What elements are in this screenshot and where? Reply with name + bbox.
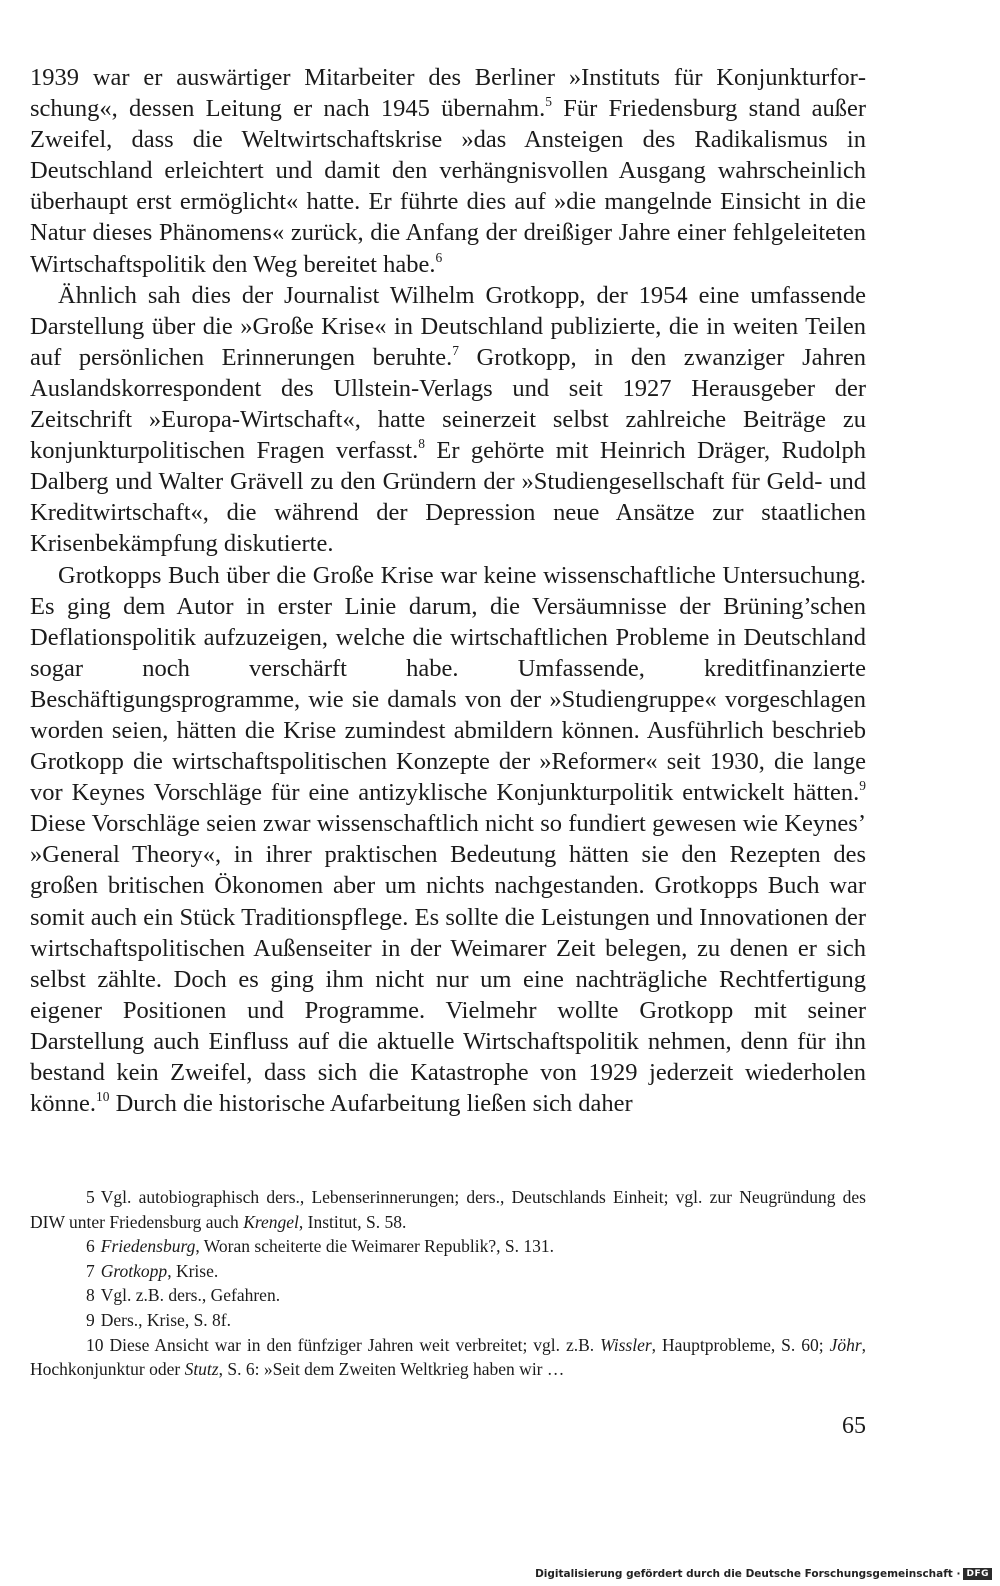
text-run: Für Friedensburg stand außer Zweifel, dass die Weltwirtschaftskrise »das Ansteigen des Radikalismus in Deutschland erleichtert und damit den verhängnisvollen Ausgang wahrscheinlich überhaupt erst ermöglicht« hatte. Er führte dies auf »die mangelnde Einsicht in die Natur dieses Phänomens« zurück, die Anfang der dreißiger Jahre einer fehlgeleiteten Wirtschaftspolitik den Weg bereitet habe. <box>30 95 866 278</box>
text-run: Diese Vorschläge seien zwar wissenschaftlich nicht so fundiert gewesen wie Keynes’ »General Theory«, in ihrer praktischen Bedeutung hätten sie den Rezepten des großen britischen Ökonomen aber um nichts nachgestanden. Grotkopps Buch war somit auch ein Stück Traditionspflege. Es sollte die Leistungen und Innovationen der wirtschaftspolitischen Außenseiter in der Weimarer Zeit belegen, zu denen er sich selbst zählte. Doch es ging ihm nicht nur um eine nachträgliche Rechtfertigung eigener Positionen und Programme. Vielmehr wollte Grotkopp mit seiner Darstellung auch Einfluss auf die aktuelle Wirtschaftspolitik nehmen, denn für ihn bestand kein Zweifel, dass sich die Katastrophe von 1929 jederzeit wiederholen könne. <box>30 810 866 1118</box>
footnote <box>30 1185 866 1234</box>
body-text <box>30 62 866 1119</box>
footnote-reference: 10 <box>96 1089 110 1104</box>
footnote-number: 7 <box>86 1260 95 1281</box>
text-run: , Woran scheiterte die Weimarer Republik?, S. 131. <box>195 1236 554 1257</box>
paragraph <box>30 62 866 280</box>
footnotes <box>30 1185 866 1382</box>
text-run: Vgl. z.B. ders., Gefahren. <box>100 1285 281 1306</box>
footnote-number: 8 <box>86 1285 95 1306</box>
footnote-reference: 6 <box>435 249 443 265</box>
digitization-footer <box>535 1568 992 1580</box>
footnote-number: 6 <box>86 1236 95 1257</box>
footer-credit-text: Digitalisierung gefördert durch die Deutsche Forschungsgemeinschaft · <box>535 1568 961 1580</box>
footnote-number: 10 <box>86 1334 104 1355</box>
footnote-reference: 5 <box>545 94 552 109</box>
footnote-number: 5 <box>86 1187 95 1207</box>
text-run: , Hochkonjunktur oder <box>30 1334 866 1380</box>
footnote <box>30 1259 866 1284</box>
italic-author-name: Wissler <box>600 1334 652 1355</box>
italic-author-name: Jöhr <box>829 1334 862 1355</box>
footnote-reference: 8 <box>418 436 425 452</box>
paragraph <box>30 280 866 560</box>
footnote <box>30 1283 866 1308</box>
text-run: Er gehörte mit Heinrich Dräger, Rudolph Dalberg und Walter Grävell zu den Gründern der »Studiengesellschaft für Geld- und Kreditwirtschaft«, die während der Depression neue Ansätze zur staatlichen Krisenbekämpfung diskutierte. <box>30 437 866 558</box>
text-run: Ähnlich sah dies der Journalist Wilhelm Grotkopp, der 1954 eine umfassende Darstellung über die »Große Krise« in Deutschland publizierte, die in weiten Teilen auf persönlichen Erinnerungen beruhte. <box>30 281 866 371</box>
text-run: Vgl. autobiographisch ders., Lebenserinnerungen; ders., Deutschlands Einheit; vgl. zur Neugründung des DIW unter Friedensburg auch <box>30 1187 866 1232</box>
dfg-logo: DFG <box>963 1568 992 1580</box>
text-run: Diese Ansicht war in den fünfziger Jahren weit verbreitet; vgl. z.B. <box>109 1334 601 1355</box>
footnote-number: 9 <box>86 1309 95 1330</box>
footnote <box>30 1333 866 1382</box>
footnote-reference: 7 <box>452 342 459 358</box>
text-run: Durch die historische Aufarbeitung ließen sich daher <box>109 1090 633 1118</box>
text-run: , Krise. <box>167 1260 219 1281</box>
text-run: Grotkopps Buch über die Große Krise war keine wissenschaftliche Untersuchung. Es ging dem Autor in erster Linie darum, die Versäumnisse der Brüning’schen Deflationspolitik aufzuzeigen, welche die wirtschaftlichen Probleme in Deutschland sogar noch verschärft habe. Umfassende, kreditfinanzierte Beschäftigungsprogramme, wie sie damals von der »Studiengruppe« vorgeschlagen worden seien, hätten die Krise zumindest abmildern können. Ausführlich beschrieb Grotkopp die wirtschaftspolitischen Konzepte der »Reformer« seit 1930, die lange vor Keynes Vorschläge für eine antizyklische Konjunkturpolitik entwickelt hätten. <box>30 561 866 807</box>
text-run: , Hauptprobleme, S. 60; <box>651 1334 830 1355</box>
italic-author-name: Grotkopp <box>100 1260 168 1281</box>
italic-author-name: Krengel <box>243 1211 299 1232</box>
footnote <box>30 1234 866 1259</box>
text-run: 1939 war er auswärtiger Mitarbeiter des Berliner »Instituts für Konjunkturforschung«, dessen Leitung er nach 1945 übernahm. <box>30 64 866 123</box>
footnote <box>30 1308 866 1333</box>
italic-author-name: Friedensburg <box>100 1236 196 1257</box>
italic-author-name: Stutz <box>184 1359 219 1380</box>
text-run: Ders., Krise, S. 8f. <box>100 1309 232 1330</box>
page-number: 65 <box>842 1413 866 1439</box>
footnote-reference: 9 <box>859 778 866 794</box>
text-run: , Institut, S. 58. <box>298 1211 407 1232</box>
paragraph <box>30 560 866 1120</box>
text-run: Grotkopp, in den zwanziger Jahren Auslandskorrespondent des Ullstein-Verlags und seit 1927 Herausgeber der Zeitschrift »Europa-Wirtschaft«, hatte seinerzeit selbst zahlreiche Beiträge zu konjunkturpolitischen Fragen verfasst. <box>30 343 867 465</box>
text-run: , S. 6: »Seit dem Zweiten Weltkrieg haben wir … <box>218 1359 565 1380</box>
